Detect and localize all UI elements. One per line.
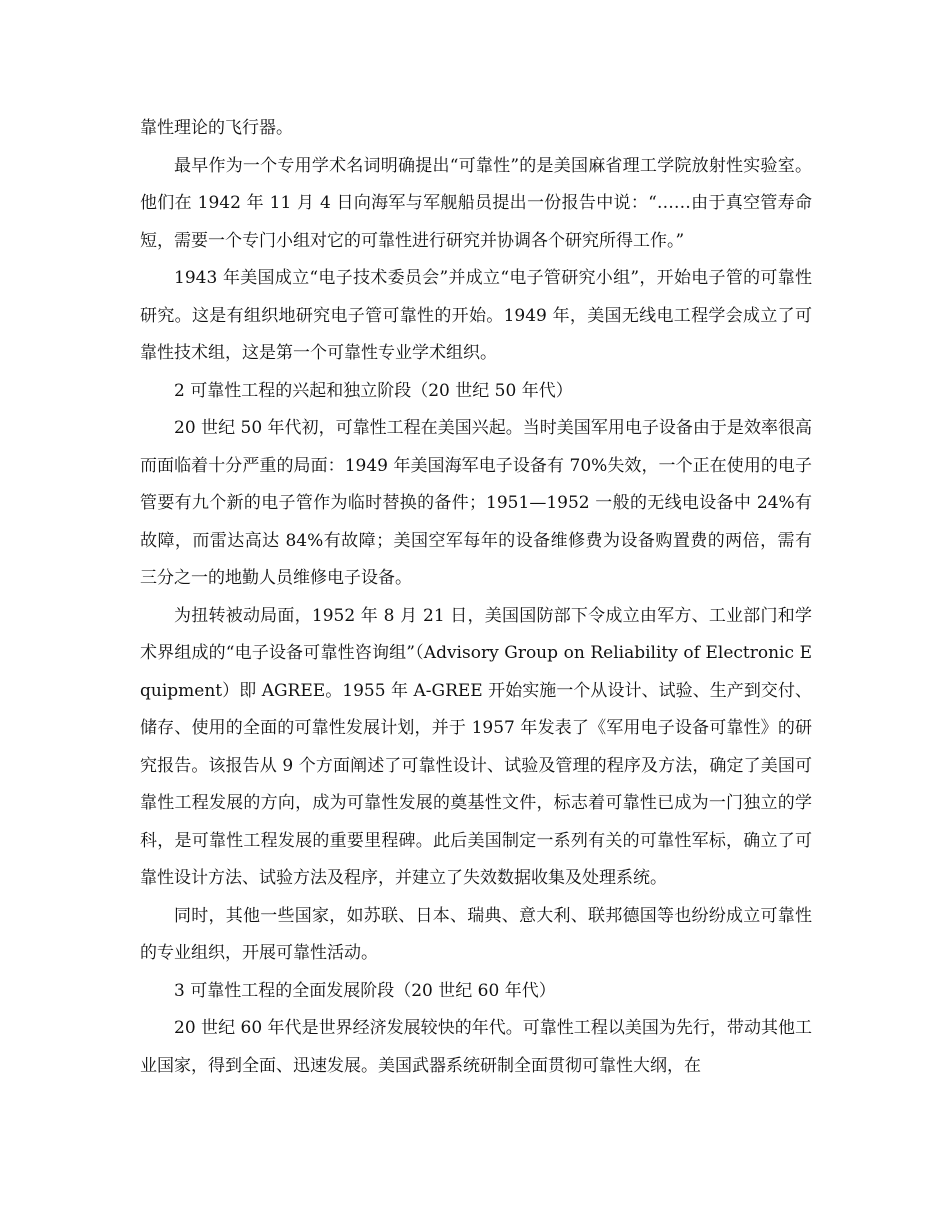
paragraph-1950s-rise: 20 世纪 50 年代初，可靠性工程在美国兴起。当时美国军用电子设备由于是效率很高而面临着十分严重的局面：1949 年美国海军电子设备有 70%失效，一个正在使用的电子管要有九个新的电子管作为临时替换的备件；1951—1952 一般的无线电设备中 24%有故障，而雷达高达 84%有故障；美国空军每年的设备维修费为设备购置费的两倍，需有三分之一的地勤人员维修电子设备。 — [140, 418, 812, 588]
section-heading-2: 2 可靠性工程的兴起和独立阶段（20 世纪 50 年代） — [174, 380, 573, 401]
paragraph-1943-committee: 1943 年美国成立“电子技术委员会”并成立“电子管研究小组”，开始电子管的可靠性研究。这是有组织地研究电子管可靠性的开始。1949 年，美国无线电工程学会成立了可靠性技术组，这是第一个可靠性专业学术组织。 — [140, 268, 812, 363]
document-body — [140, 110, 812, 1085]
paragraph-other-countries: 同时，其他一些国家，如苏联、日本、瑞典、意大利、联邦德国等也纷纷成立可靠性的专业组织，开展可靠性活动。 — [140, 905, 812, 963]
paragraph-1960s: 20 世纪 60 年代是世界经济发展较快的年代。可靠性工程以美国为先行，带动其他工业国家，得到全面、迅速发展。美国武器系统研制全面贯彻可靠性大纲，在 — [140, 1018, 812, 1076]
paragraph-mit-origin: 最早作为一个专用学术名词明确提出“可靠性”的是美国麻省理工学院放射性实验室。他们在 1942 年 11 月 4 日向海军与军舰船员提出一份报告中说：“……由于真空管寿命短，需要一个专门小组对它的可靠性进行研究并协调各个研究所得工作。” — [140, 155, 812, 251]
paragraph-continuation: 靠性理论的飞行器。 — [140, 118, 293, 138]
paragraph-agree: 为扭转被动局面，1952 年 8 月 21 日，美国国防部下令成立由军方、工业部门和学术界组成的“电子设备可靠性咨询组”（Advisory Group on Reliability of Electronic Equipment）即 AGREE。1955 年 A-GREE 开始实施一个从设计、试验、生产到交付、储存、使用的全面的可靠性发展计划，并于 1957 年发表了《军用电子设备可靠性》的研究报告。该报告从 9 个方面阐述了可靠性设计、试验及管理的程序及方法，确定了美国可靠性工程发展的方向，成为可靠性发展的奠基性文件，标志着可靠性已成为一门独立的学科，是可靠性工程发展的重要里程碑。此后美国制定一系列有关的可靠性军标，确立了可靠性设计方法、试验方法及程序，并建立了失效数据收集及处理系统。 — [140, 605, 812, 888]
section-heading-3: 3 可靠性工程的全面发展阶段（20 世纪 60 年代） — [174, 980, 556, 1001]
